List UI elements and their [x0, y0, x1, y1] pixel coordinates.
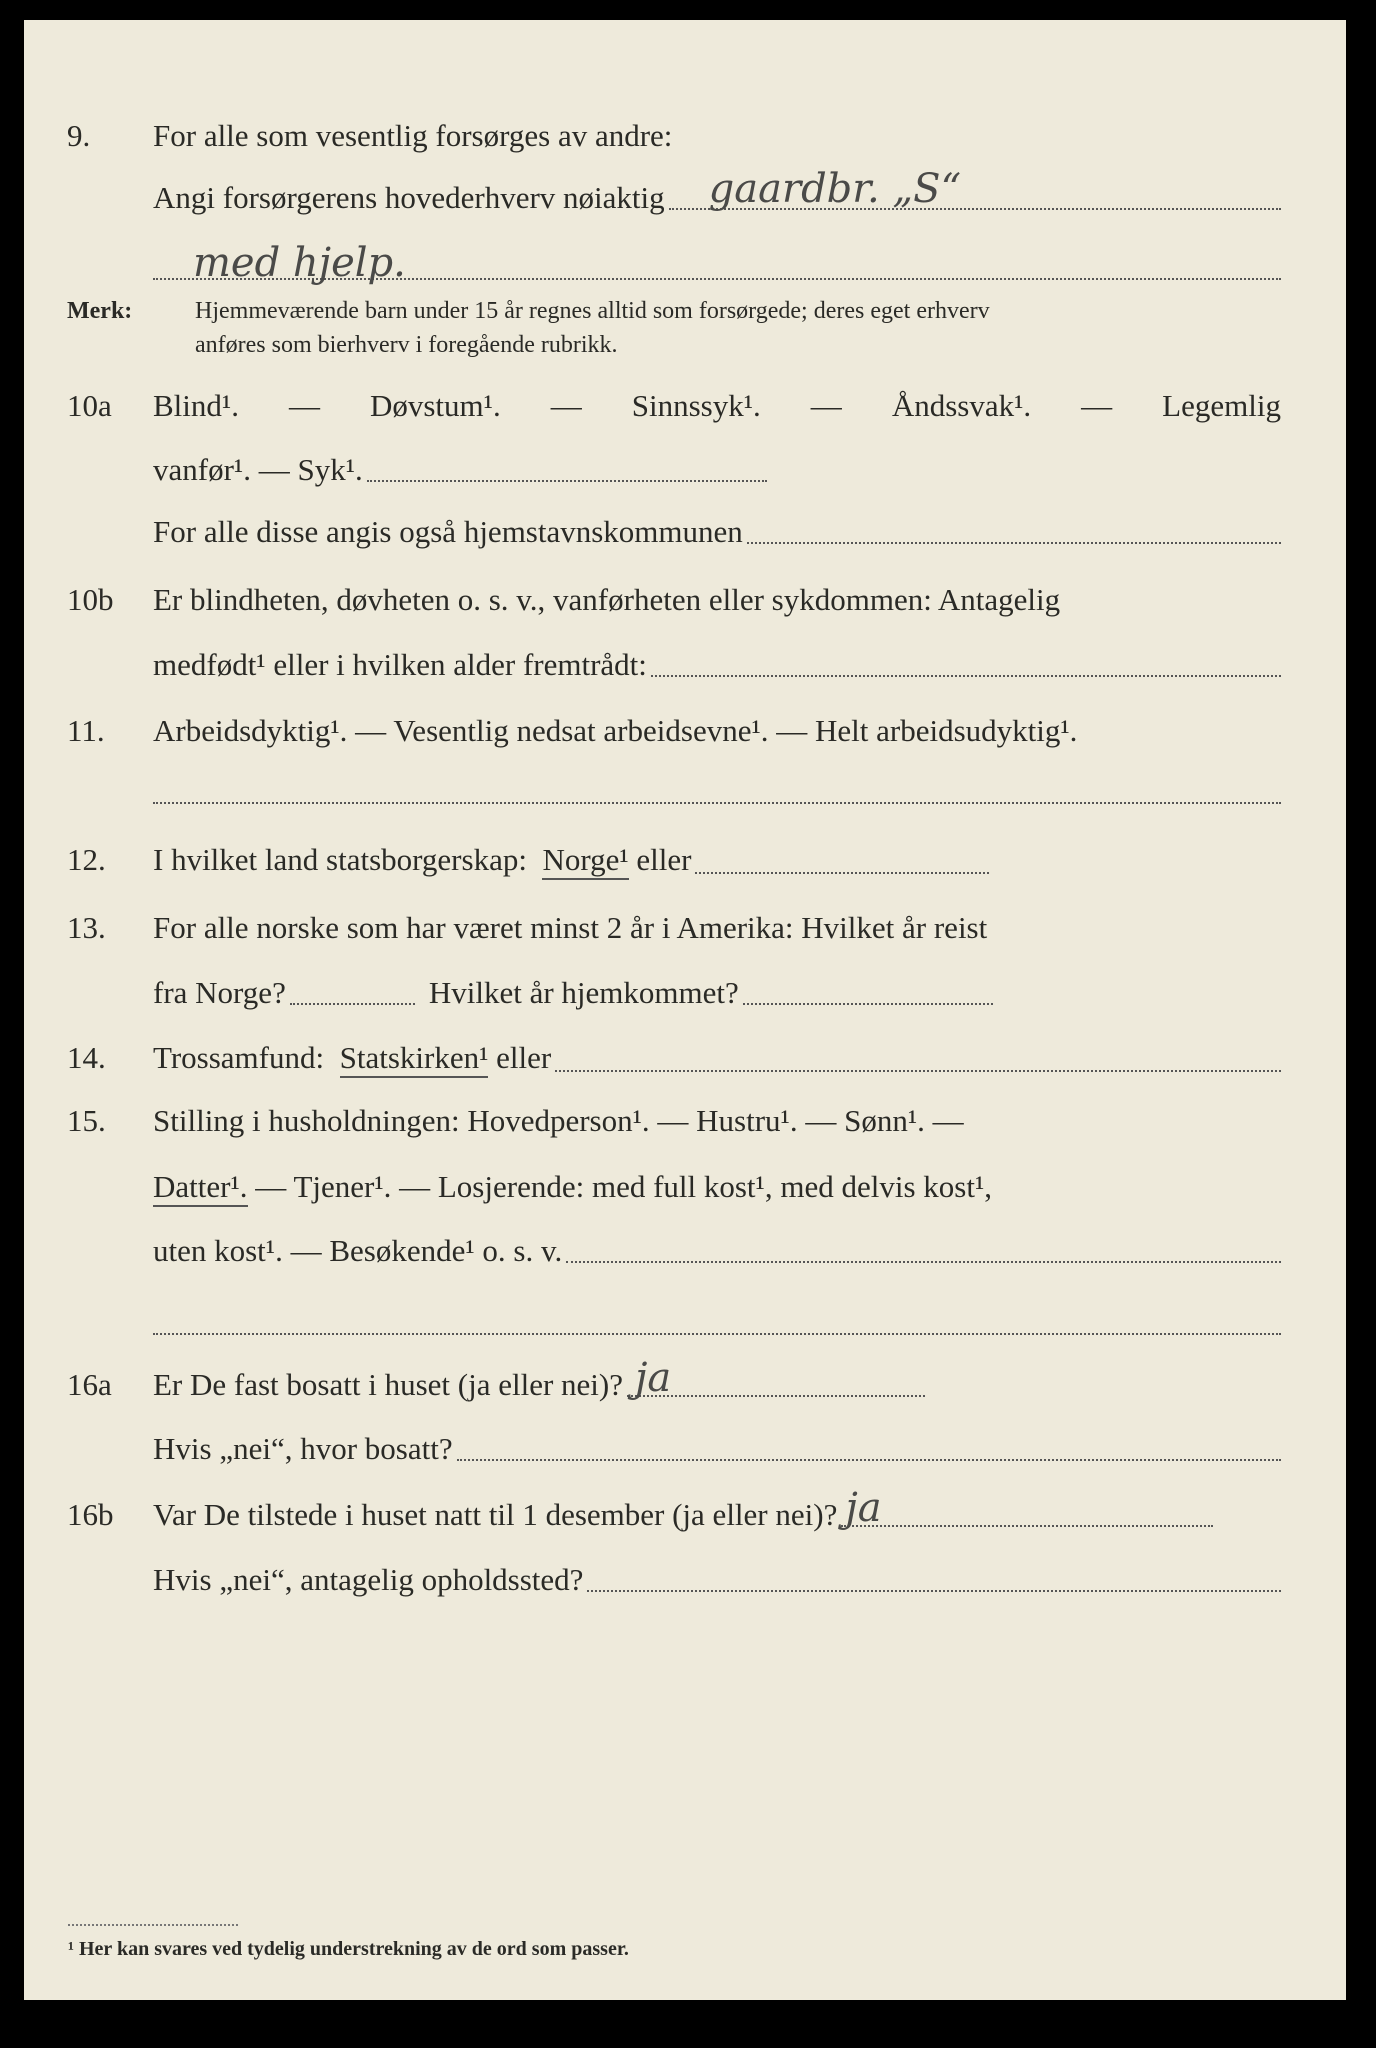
- option-sinnssyk[interactable]: Sinnssyk¹.: [631, 388, 761, 423]
- option-datter-underlined[interactable]: Datter¹.: [153, 1169, 248, 1207]
- footnote-divider: [68, 1924, 238, 1926]
- q13-hjemkommet: Hvilket år hjemkommet?: [428, 975, 739, 1010]
- q10a-text-3: For alle disse angis også hjemstavnskommunen: [153, 514, 743, 549]
- q16a-text-2: Hvis „nei“, hvor bosatt?: [153, 1431, 453, 1466]
- dash: —: [550, 388, 582, 423]
- q10a-text-2: vanfør¹. — Syk¹.: [153, 452, 363, 487]
- reist-field[interactable]: [290, 1002, 415, 1005]
- hjemstavn-field[interactable]: [747, 541, 1281, 544]
- dash: —: [810, 388, 842, 423]
- q16b-line1: [153, 1485, 1213, 1533]
- option-norge-underlined[interactable]: Norge¹: [542, 842, 628, 880]
- q16a-field[interactable]: [627, 1355, 925, 1401]
- q15-number: 15.: [67, 1103, 106, 1138]
- q10a-line1: [153, 388, 1281, 424]
- q15-text-1: Stilling i husholdningen: Hovedperson¹. — Hustru¹. — Sønn¹. —: [153, 1103, 964, 1138]
- q11-line1: [153, 713, 1281, 749]
- q15-text-3: uten kost¹. — Besøkende¹ o. s. v.: [153, 1233, 563, 1268]
- q15-line1: [153, 1103, 1281, 1139]
- footnote: ¹ Her kan svares ved tydelig understrekning av de ord som passer.: [68, 1938, 629, 1960]
- q12-number: 12.: [67, 842, 106, 877]
- dash: —: [1081, 388, 1113, 423]
- q11-text[interactable]: Arbeidsdyktig¹. — Vesentlig nedsat arbeidsevne¹. — Helt arbeidsudyktig¹.: [153, 713, 1078, 748]
- q13-text-1: For alle norske som har været minst 2 år i Amerika: Hvilket år reist: [153, 910, 988, 945]
- q13-number: 13.: [67, 910, 106, 945]
- q10a-line2: [153, 452, 767, 488]
- q11-answer-line[interactable]: [153, 802, 1281, 804]
- q10b-number: 10b: [67, 582, 114, 617]
- q16b-field[interactable]: [841, 1485, 1213, 1531]
- dash: —: [288, 388, 320, 423]
- option-blind[interactable]: Blind¹.: [153, 388, 239, 423]
- q14-number: 14.: [67, 1040, 106, 1075]
- q10b-text-1: Er blindheten, døvheten o. s. v., vanførheten eller sykdommen: Antagelig: [153, 582, 1061, 617]
- q10b-line1: [153, 582, 1281, 618]
- q16a-text: Er De fast bosatt i huset (ja eller nei)?: [153, 1367, 623, 1402]
- opholdssted-field[interactable]: [587, 1589, 1281, 1592]
- q9-answer-field[interactable]: [669, 166, 1281, 212]
- q16a-line2: [153, 1431, 1281, 1467]
- q10a-field[interactable]: [367, 479, 767, 482]
- merk-line1: [195, 298, 1281, 325]
- q16a-line1: [153, 1355, 925, 1403]
- option-legemlig[interactable]: Legemlig: [1162, 388, 1281, 423]
- q9-prompt-line: [153, 166, 1281, 216]
- merk-label: Merk:: [67, 298, 133, 324]
- q12-field[interactable]: [695, 871, 989, 874]
- q16a-number: 16a: [67, 1367, 112, 1402]
- q16b-text: Var De tilstede i huset natt til 1 desember (ja eller nei)?: [153, 1497, 838, 1532]
- q13-reist: fra Norge?: [153, 975, 286, 1010]
- q10a-number: 10a: [67, 388, 112, 423]
- q14-text: Trossamfund:: [153, 1040, 325, 1075]
- q10b-text-2: medfødt¹ eller i hvilken alder fremtrådt:: [153, 647, 647, 682]
- q14-field[interactable]: [555, 1069, 1281, 1072]
- q15-text-2: — Tjener¹. — Losjerende: med full kost¹, med delvis kost¹,: [255, 1169, 992, 1204]
- q9-handwritten-answer: gaardbr. „S“: [708, 166, 962, 212]
- q15-line3: [153, 1233, 1281, 1269]
- q13-line1: [153, 910, 1281, 946]
- merk-text-2: anføres som bierhverv i foregående rubrikk.: [195, 332, 618, 358]
- merk-line2: [195, 332, 1281, 359]
- q16b-number: 16b: [67, 1497, 114, 1532]
- q15-answer-line[interactable]: [153, 1333, 1281, 1335]
- q15-line2: [153, 1169, 1281, 1207]
- merk-text-1: Hjemmeværende barn under 15 år regnes alltid som forsørgede; deres eget erhverv: [195, 298, 990, 324]
- q10a-line3: [153, 514, 1281, 550]
- q13-line2: [153, 975, 993, 1011]
- q9-title-text: For alle som vesentlig forsørges av andre:: [153, 118, 673, 153]
- q14-eller: eller: [496, 1040, 552, 1075]
- q11-number: 11.: [67, 713, 105, 748]
- option-andssvak[interactable]: Åndssvak¹.: [891, 388, 1032, 423]
- q10b-line2: [153, 647, 1281, 683]
- q16b-line2: [153, 1562, 1281, 1598]
- option-dovstum[interactable]: Døvstum¹.: [369, 388, 501, 423]
- q12-text: I hvilket land statsborgerskap:: [153, 842, 527, 877]
- q16a-bosatt-field[interactable]: [457, 1458, 1281, 1461]
- q12-eller: eller: [636, 842, 692, 877]
- q16a-handwritten-answer: ja: [634, 1355, 672, 1401]
- hjemkommet-field[interactable]: [743, 1002, 993, 1005]
- q10b-field[interactable]: [651, 674, 1281, 677]
- q12-line: [153, 842, 989, 880]
- option-statskirken-underlined[interactable]: Statskirken¹: [340, 1040, 489, 1078]
- q14-line: [153, 1040, 1281, 1078]
- q9-handwritten-answer-2: med hjelp.: [193, 240, 406, 286]
- q16b-text-2: Hvis „nei“, antagelig opholdssted?: [153, 1562, 584, 1597]
- q9-number: 9.: [67, 118, 91, 153]
- q9-answer-line2[interactable]: [153, 240, 1281, 286]
- q16b-handwritten-answer: ja: [845, 1485, 882, 1531]
- q15-field[interactable]: [566, 1260, 1281, 1263]
- q9-prompt: Angi forsørgerens hovederhverv nøiaktig: [153, 180, 665, 215]
- q9-title: [153, 118, 1281, 154]
